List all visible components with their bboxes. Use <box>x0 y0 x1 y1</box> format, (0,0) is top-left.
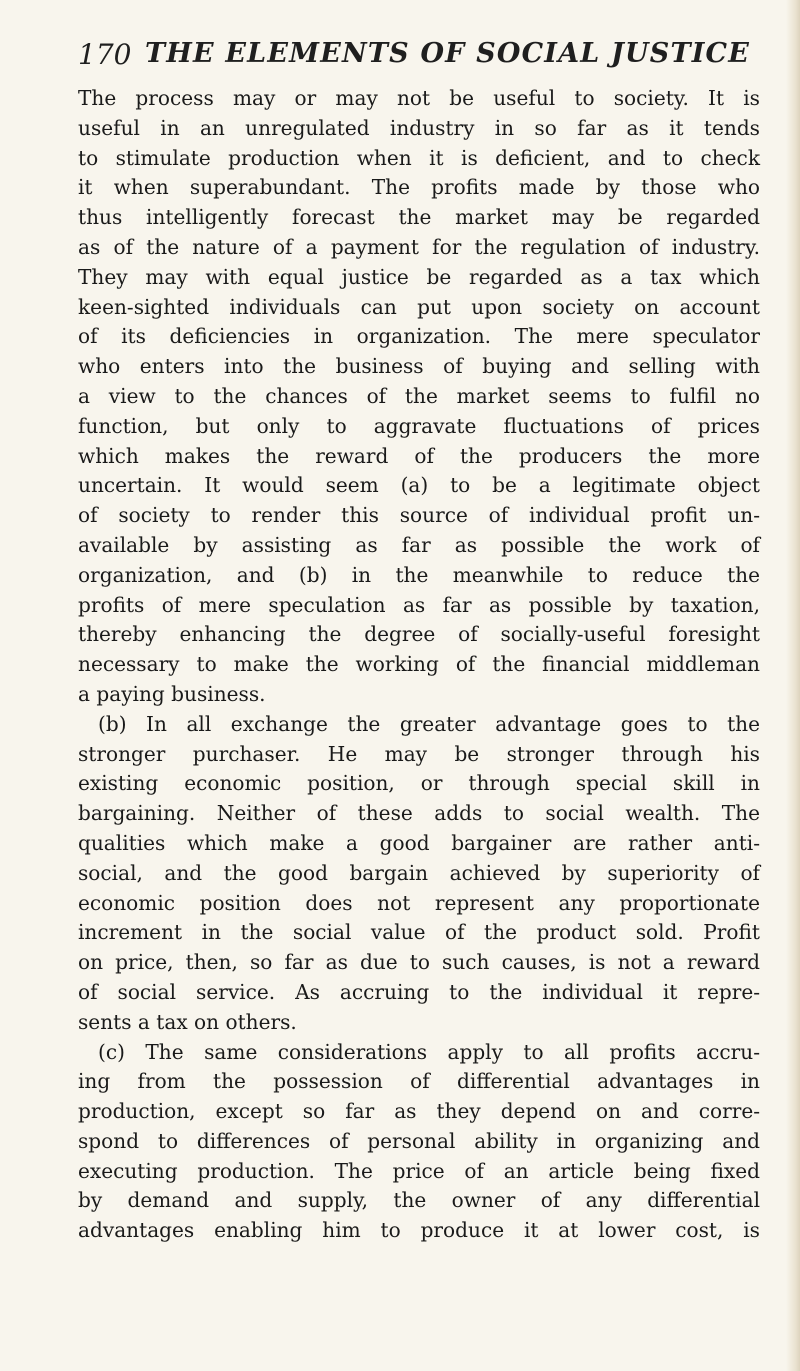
text-line: profits of mere speculation as far as possible by taxation, <box>78 592 760 617</box>
text-line: qualities which make a good bargainer are rather anti- <box>78 830 760 855</box>
text-line: stronger purchaser. He may be stronger through his <box>78 741 760 766</box>
text-line: increment in the social value of the product sold. Profit <box>78 920 760 945</box>
text-line: economic position does not represent any proportionate <box>78 890 760 915</box>
text-line: available by assisting as far as possible the work of <box>78 532 760 557</box>
text-line: keen-sighted individuals can put upon society on account <box>78 294 760 319</box>
text-line: necessary to make the working of the financial middleman <box>78 652 760 677</box>
text-line: ing from the possession of differential advantages in <box>78 1069 760 1094</box>
page-header <box>78 38 758 78</box>
text-line: existing economic position, or through special skill in <box>78 771 760 796</box>
text-line: (b) In all exchange the greater advantage goes to the <box>98 711 760 736</box>
text-line: spond to differences of personal ability in organizing and <box>78 1128 760 1153</box>
text-line: by demand and supply, the owner of any differential <box>78 1188 760 1213</box>
text-line: social, and the good bargain achieved by superiority of <box>78 860 760 885</box>
text-line: The process may or may not be useful to society. It is <box>78 86 760 110</box>
text-line: sents a tax on others. <box>78 1009 297 1034</box>
text-line: uncertain. It would seem (a) to be a legitimate object <box>78 473 760 498</box>
text-line: which makes the reward of the producers the more <box>78 443 760 468</box>
text-line: of social service. As accruing to the individual it repre- <box>78 979 760 1004</box>
text-line: executing production. The price of an article being fixed <box>78 1158 760 1183</box>
text-line: on price, then, so far as due to such causes, is not a reward <box>78 950 760 975</box>
text-line: to stimulate production when it is deficient, and to check <box>78 145 760 170</box>
text-line: as of the nature of a payment for the regulation of industry. <box>78 234 760 259</box>
text-line: a paying business. <box>78 681 266 706</box>
text-line: They may with equal justice be regarded as a tax which <box>78 264 760 289</box>
text-line: it when superabundant. The profits made by those who <box>78 175 760 200</box>
text-line: function, but only to aggravate fluctuations of prices <box>78 413 760 438</box>
running-title: THE ELEMENTS OF SOCIAL JUSTICE <box>145 38 751 69</box>
page-edge-shadow <box>786 0 800 1371</box>
text-line: advantages enabling him to produce it at lower cost, is <box>78 1218 760 1243</box>
text-line: production, except so far as they depend on and corre- <box>78 1099 760 1124</box>
text-line: of society to render this source of individual profit un- <box>78 503 760 528</box>
body-text <box>78 84 760 1246</box>
page-number: 170 <box>78 38 132 71</box>
text-line: thus intelligently forecast the market may be regarded <box>78 205 760 230</box>
text-line: (c) The same considerations apply to all profits accru- <box>98 1039 760 1064</box>
text-line: of its deficiencies in organization. The mere speculator <box>78 324 760 349</box>
text-line: who enters into the business of buying and selling with <box>78 354 760 379</box>
text-line: useful in an unregulated industry in so far as it tends <box>78 115 760 140</box>
text-line: bargaining. Neither of these adds to social wealth. The <box>78 801 760 826</box>
text-line: thereby enhancing the degree of socially-useful foresight <box>78 622 760 647</box>
text-line: organization, and (b) in the meanwhile to reduce the <box>78 562 760 587</box>
text-line: a view to the chances of the market seems to fulfil no <box>78 383 760 408</box>
